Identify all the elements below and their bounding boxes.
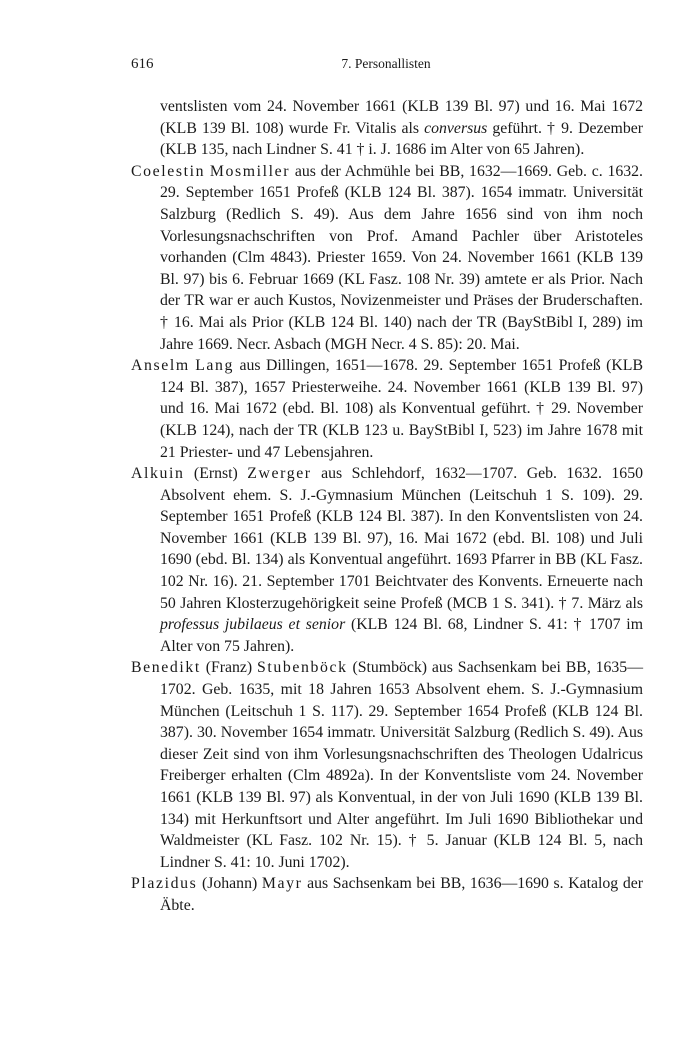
entry-surname: Lang [195, 357, 235, 375]
entry-text: (Franz) [200, 659, 258, 677]
running-head: 7. Personallisten [341, 56, 431, 71]
entry-text: (Stumböck) aus Sachsenkam bei BB, 1635—1702. Geb. 1635, mit 18 Jahren 1653 Absolvent ehem. S. J.-Gymnasium München (Leitschuh 1 S. 117). 29. September 1654 Profeß (KLB 124 Bl. 387). 30. November 1654 immatr. Universität Salzburg (Redlich S. 49). Aus dieser Zeit sind von ihm Vorlesungsnachschriften des Theologen Udalricus Freiberger erhalten (Clm 4892a). In der Konventsliste vom 24. November 1661 (KLB 139 Bl. 97) als Konventual, in der von Juli 1690 (KLB 139 Bl. 134) mit Herkunftsort und Alter angeführt. Im Juli 1690 Bibliothekar und Waldmeister (KL Fasz. 102 Nr. 15). † 5. Januar (KLB 124 Bl. 5, nach Lindner S. 41: 10. Juni 1702). [160, 659, 644, 871]
entry-mayr [131, 873, 643, 916]
entry-lang [131, 355, 643, 463]
entry-text: ventslisten vom 24. November 1661 (KLB 139 Bl. 97) und 16. Mai 1672 (KLB 139 Bl. 108) wurde Fr. Vitalis als [160, 98, 643, 137]
entry-surname: Stubenböck [257, 659, 348, 677]
entry-italic-text: professus jubilaeus et senior [160, 616, 346, 634]
entry-text: aus Dillingen, 1651—1678. 29. September 1651 Profeß (KLB 124 Bl. 387), 1657 Priesterweihe. 24. November 1661 (KLB 139 Bl. 97) und 16. Mai 1672 (ebd. Bl. 108) als Konventual geführt. † 29. November (KLB 124), nach der TR (KLB 123 u. BayStBibl I, 523) im Jahre 1678 mit 21 Priester- und 47 Lebensjahren. [160, 357, 643, 461]
entry-mosmiller [131, 161, 643, 355]
entry-stubenboeck [131, 657, 643, 873]
entry-surname: Mayr [261, 875, 303, 893]
entry-given-name: Plazidus [131, 875, 198, 893]
page-number: 616 [131, 56, 154, 72]
entry-zwerger [131, 463, 643, 657]
entry-given-name: Coelestin [131, 162, 206, 180]
entry-continuation [131, 96, 643, 161]
entry-surname: Zwerger [247, 465, 312, 483]
entry-given-name: Alkuin [131, 465, 185, 483]
page-header [131, 56, 641, 78]
entry-text: (Ernst) [184, 465, 248, 483]
entry-surname: Mosmiller [209, 162, 291, 180]
entry-italic-text: conversus [424, 119, 488, 137]
entry-text: aus Schlehdorf, 1632—1707. Geb. 1632. 1650 Absolvent ehem. S. J.-Gymnasium München (Leitschuh 1 S. 109). 29. September 1651 Profeß (KLB 124 Bl. 387). In den Konventslisten von 24. November 1661 (KLB 139 Bl. 97), 16. Mai 1672 (ebd. Bl. 108) und Juli 1690 (ebd. Bl. 134) als Konventual angeführt. 1693 Pfarrer in BB (KL Fasz. 102 Nr. 16). 21. September 1701 Beichtvater des Konvents. Erneuerte nach 50 Jahren Klosterzugehörigkeit seine Profeß (MCB 1 S. 341). † 7. März als [160, 465, 643, 612]
entry-text: aus der Achmühle bei BB, 1632—1669. Geb. c. 1632. 29. September 1651 Profeß (KLB 124 Bl. 387). 1654 immatr. Universität Salzburg (Redlich S. 49). Aus dem Jahre 1656 sind von ihm noch Vorlesungsnachschriften von Prof. Amand Pachler über Aristoteles vorhanden (Clm 4843). Priester 1659. Von 24. November 1661 (KLB 139 Bl. 97) bis 6. Februar 1669 (KL Fasz. 108 Nr. 39) amtete er als Prior. Nach der TR war er auch Kustos, Novizenmeister und Präses der Bruderschaften. † 16. Mai als Prior (KLB 124 Bl. 140) nach der TR (BayStBibl I, 289) im Jahre 1669. Necr. Asbach (MGH Necr. 4 S. 85): 20. Mai. [160, 162, 644, 353]
entry-given-name: Benedikt [131, 659, 201, 677]
entry-text: geführt. † 9. Dezember (KLB 135, nach Lindner S. 41 † i. J. 1686 im Alter von 65 Jahren). [160, 119, 643, 159]
entry-text: aus Sachsenkam bei BB, 1636—1690 s. Katalog der Äbte. [160, 875, 643, 914]
entry-given-name: Anselm [131, 357, 190, 375]
entry-text: (KLB 124 Bl. 68, Lindner S. 41: † 1707 im Alter von 75 Jahren). [160, 616, 643, 655]
main-text [131, 96, 643, 917]
entry-text: (Johann) [197, 875, 262, 893]
